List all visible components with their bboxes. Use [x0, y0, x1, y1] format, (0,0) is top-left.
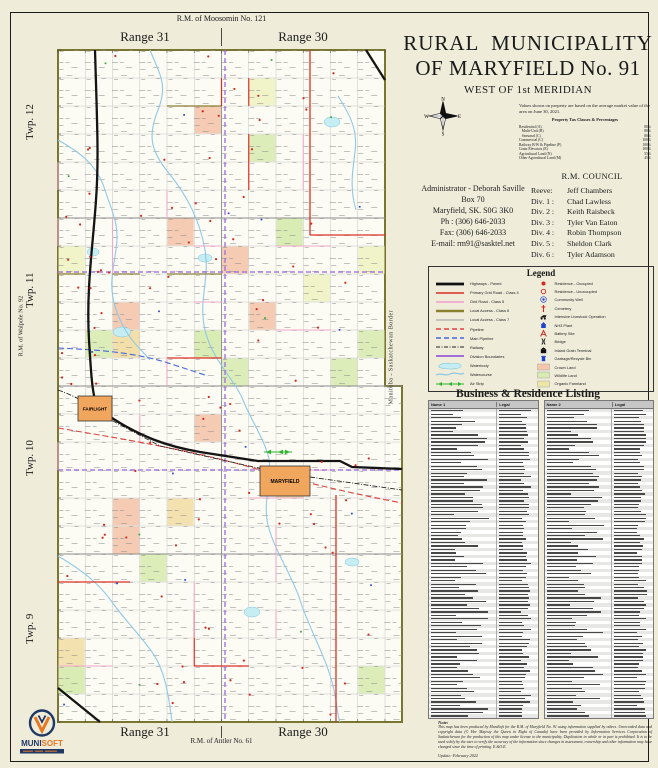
legend-item-label: Inland Grain Terminal	[554, 347, 592, 353]
council-member-row	[531, 228, 653, 239]
range-30-label-top: Range 30	[278, 29, 328, 44]
council-member-role: Div. 4 :	[531, 228, 555, 238]
range-30-label-bottom: Range 30	[278, 724, 328, 739]
legend-item	[434, 334, 536, 343]
compass-n: N	[441, 97, 445, 103]
council-member-row	[531, 207, 653, 218]
listing-row	[429, 714, 538, 717]
legend-purple-icon	[434, 352, 466, 360]
legend-rect-salmon-icon	[536, 363, 551, 371]
legend-title: Legend	[526, 268, 556, 278]
township-9-label: Twp. 9	[24, 613, 36, 644]
legend-waterbody-icon	[434, 361, 466, 370]
council-member-name: Robin Thompson	[567, 228, 622, 238]
council-block	[531, 171, 653, 260]
note-heading: Note:	[438, 720, 449, 725]
range-31-label-top: Range 31	[120, 29, 170, 44]
page-title-line1: RURAL MUNICIPALITY	[403, 31, 653, 55]
tax-class-label: Agricultural Land (N)	[519, 151, 552, 156]
tax-class-percentage: 100%	[642, 142, 651, 147]
administrator-block	[400, 183, 546, 249]
council-member-row	[531, 186, 653, 197]
col-header-name2: Name 2	[546, 402, 561, 407]
assessment-values-block	[519, 103, 651, 161]
legend-item-label: Local Access - Class 6	[470, 308, 510, 314]
council-member-name: Tyler Adamson	[567, 249, 615, 259]
tax-class-label: Other Agricultural Land (M)	[519, 156, 562, 160]
listing-table-2	[544, 400, 655, 719]
svg-text:MUNISOFT	[21, 739, 63, 748]
legend-item-label: Main Pipeline	[470, 335, 494, 341]
council-heading: R.M. COUNCIL	[561, 171, 623, 181]
listing-table-1	[428, 400, 539, 719]
tax-class-label: Multi-Unit (B)	[519, 129, 544, 133]
administrator-line: Maryfield, SK. S0G 3K0	[432, 206, 514, 215]
legend-hwy-icon	[434, 280, 466, 288]
council-member-role: Div. 3 :	[531, 217, 555, 227]
legend-item	[536, 338, 650, 346]
legend-item-label: Organic Farmland	[554, 381, 586, 387]
values-note: Values shown on property are based on the average market value of the area on June 30, 2021.	[519, 103, 650, 114]
legend-item	[536, 296, 650, 304]
legend-olive-icon	[434, 307, 466, 315]
compass-s: S	[441, 132, 445, 136]
logo-v-mark	[35, 717, 49, 731]
legend-item-label: NH3 Plant	[554, 322, 573, 328]
council-member-name: Sheldon Clark	[567, 238, 612, 248]
legend-item-label: Intensive Livestock Operation	[554, 314, 606, 320]
compass-w: W	[424, 114, 429, 120]
administrator-line: Box 70	[461, 195, 485, 204]
legend-item	[434, 288, 536, 297]
township-12-label: Twp. 12	[24, 104, 36, 140]
legend-item	[434, 343, 536, 352]
neighbour-rm-west-label: R.M. of Walpole No. 92	[17, 295, 25, 357]
legend-red-icon	[434, 289, 466, 297]
legend-item	[434, 379, 536, 388]
listing-row	[545, 714, 654, 717]
legend-item-label: Waterbody	[470, 362, 489, 368]
legend-column-lines	[434, 279, 536, 388]
town-label-maryfield: MARYFIELD	[270, 479, 300, 485]
legend-item-label: Air Strip	[470, 381, 484, 387]
legend-pink-icon	[434, 298, 466, 306]
legend-item-label: Residence - Occupied	[554, 280, 593, 286]
compass-rose-icon	[424, 96, 462, 136]
tax-table	[519, 125, 651, 161]
town-label-fairlight: FAIRLIGHT	[82, 406, 108, 412]
tax-class-percentage: 80%	[644, 133, 651, 138]
administrator-line: Administrator - Deborah Saville	[421, 184, 525, 193]
tax-class-label: Seasonal (C)	[519, 133, 541, 138]
legend-rect-tan-icon	[536, 380, 551, 388]
council-member-row	[531, 250, 653, 261]
council-member-row	[531, 239, 653, 250]
tax-class-percentage: 55%	[644, 151, 651, 156]
business-listing-heading: Business & Residence Listing	[455, 388, 601, 400]
legend-rect-green-icon	[536, 371, 551, 379]
legend-item-label: Railway	[470, 344, 484, 350]
council-member-name: Jeff Chambers	[567, 186, 613, 195]
legend-item	[536, 355, 650, 363]
council-member-role: Div. 5 :	[531, 238, 555, 248]
town-fairlight	[78, 396, 112, 421]
legend-item	[536, 329, 650, 337]
legend-item-label: Wildlife Land	[554, 372, 577, 378]
legend-box	[428, 266, 654, 392]
legend-item	[536, 371, 650, 379]
legend-item-label: Pipeline	[470, 326, 484, 332]
legend-item	[536, 380, 650, 388]
legend-item	[536, 313, 650, 321]
legend-column-symbols	[536, 279, 650, 388]
legend-item	[434, 361, 536, 370]
logo-text-muni: MUNI	[21, 739, 42, 748]
legend-item-label: Watercourse	[470, 371, 492, 377]
administrator-line: E-mail: rm91@sasktel.net	[431, 239, 515, 248]
legend-item	[434, 315, 536, 324]
legend-bin-icon	[536, 354, 551, 363]
legend-item-label: Residence - Unoccupied	[554, 289, 597, 295]
tax-class-label: Grain Elevators (E)	[519, 147, 548, 151]
administrator-line: Fax: (306) 646-2033	[439, 228, 507, 237]
provincial-border-label: Manitoba - Saskatchewan Border	[387, 309, 395, 405]
council-member-name: Chad Lawless	[567, 196, 611, 206]
legend-item	[434, 306, 536, 315]
legend-item	[434, 352, 536, 361]
tax-class-percentage: 100%	[642, 138, 651, 142]
legend-item-label: Grid Road - Class 5	[470, 299, 505, 305]
note-update-date: Update: February 2022	[438, 752, 479, 758]
col-header-name1: Name 1	[431, 402, 446, 407]
legend-item	[536, 363, 650, 371]
business-listing-tables	[428, 400, 654, 719]
legend-item	[434, 324, 536, 333]
council-list	[531, 186, 653, 260]
legend-item-label: Garbage/Recycle Bin	[554, 356, 592, 362]
legend-item	[536, 279, 650, 287]
neighbour-rm-south-label: R.M. of Antler No. 61	[190, 737, 253, 745]
legend-item-label: Division Boundaries	[470, 353, 505, 359]
listing-table-1-header	[429, 401, 538, 409]
tax-table-row	[519, 156, 651, 161]
neighbour-rm-north-label: R.M. of Moosomin No. 121	[176, 14, 267, 23]
town-maryfield	[260, 466, 310, 496]
legend-item	[536, 287, 650, 295]
legend-item-label: Primary Grid Road - Class 4	[470, 290, 519, 296]
legend-item-label: Cemetery	[554, 305, 572, 311]
council-member-role: Div. 1 :	[531, 196, 555, 206]
legend-item	[434, 279, 536, 288]
legend-gray-icon	[434, 316, 466, 324]
legend-watercourse-icon	[434, 370, 466, 378]
legend-item-label: Crown Land	[554, 364, 576, 370]
tax-class-percentage: 45%	[644, 156, 651, 160]
legend-railway-icon	[434, 343, 466, 351]
range-31-label-bottom: Range 31	[120, 724, 170, 739]
council-member-role: Reeve:	[531, 186, 553, 195]
col-header-legal: Legal	[612, 402, 653, 407]
council-member-name: Tyler Van Eaton	[567, 217, 618, 227]
logo-text-soft: SOFT	[41, 739, 63, 748]
legend-item-label: Battery Site	[554, 331, 575, 337]
administrator-line: Ph : (306) 646-2033	[440, 217, 506, 226]
legend-item	[434, 297, 536, 306]
footer-note	[438, 720, 652, 758]
township-10-label: Twp. 10	[24, 440, 36, 476]
legend-dash-red-icon	[434, 325, 466, 333]
tax-class-label: Commercial (C)	[519, 138, 544, 142]
legend-item-label: Community Well	[554, 297, 583, 303]
legend-item-label: Bridge	[554, 339, 566, 345]
legend-item	[536, 321, 650, 329]
tax-class-label: Residential (A)	[519, 124, 542, 129]
tax-class-percentage: 100%	[642, 147, 651, 151]
col-header-legal: Legal	[496, 402, 537, 407]
council-member-row	[531, 218, 653, 229]
munisoft-logo	[14, 709, 70, 757]
compass-e: E	[457, 114, 462, 120]
tax-class-percentage: 80%	[644, 124, 651, 129]
council-member-name: Keith Raisbeck	[567, 207, 615, 217]
legend-item-label: Highways - Paved	[470, 281, 502, 287]
parcel-microtext	[58, 386, 402, 722]
legend-dash-blue-icon	[434, 334, 466, 342]
council-member-role: Div. 6 :	[531, 249, 555, 259]
listing-table-2-header	[545, 401, 654, 409]
council-member-role: Div. 2 :	[531, 207, 555, 217]
legend-item	[536, 346, 650, 354]
page-title-line2: OF MARYFIELD No. 91	[415, 56, 641, 80]
legend-item	[434, 370, 536, 379]
tax-class-label: Railway R/W & Pipeline (P)	[519, 142, 562, 147]
page-subtitle: WEST OF 1st MERIDIAN	[464, 84, 592, 96]
legend-item-label: Local Access - Class 7	[470, 317, 510, 323]
legend-item	[536, 304, 650, 312]
note-text: This map has been produced by MuniSoft for the R.M. of Maryfield No. 91 using information supplied by others. Unrecorded data and copyright data (© Her Majesty the Queen in Right of Canada) have been provided by Information Services Corporation of Saskatchewan for the production of this map under license to the municipality. Duplication in whole or in part is prohibited. It is to be used solely by the user to verify the accuracy of the information since changes in assessment, ownership and other information may have changed since the time of printing. E.&O.E.	[438, 725, 652, 749]
township-11-label: Twp. 11	[24, 272, 36, 308]
tax-class-percentage: 80%	[644, 129, 651, 133]
legend-airstrip-icon	[434, 380, 466, 388]
tax-table-title: Property Tax Classes & Percentages	[551, 117, 619, 122]
council-member-row	[531, 197, 653, 208]
